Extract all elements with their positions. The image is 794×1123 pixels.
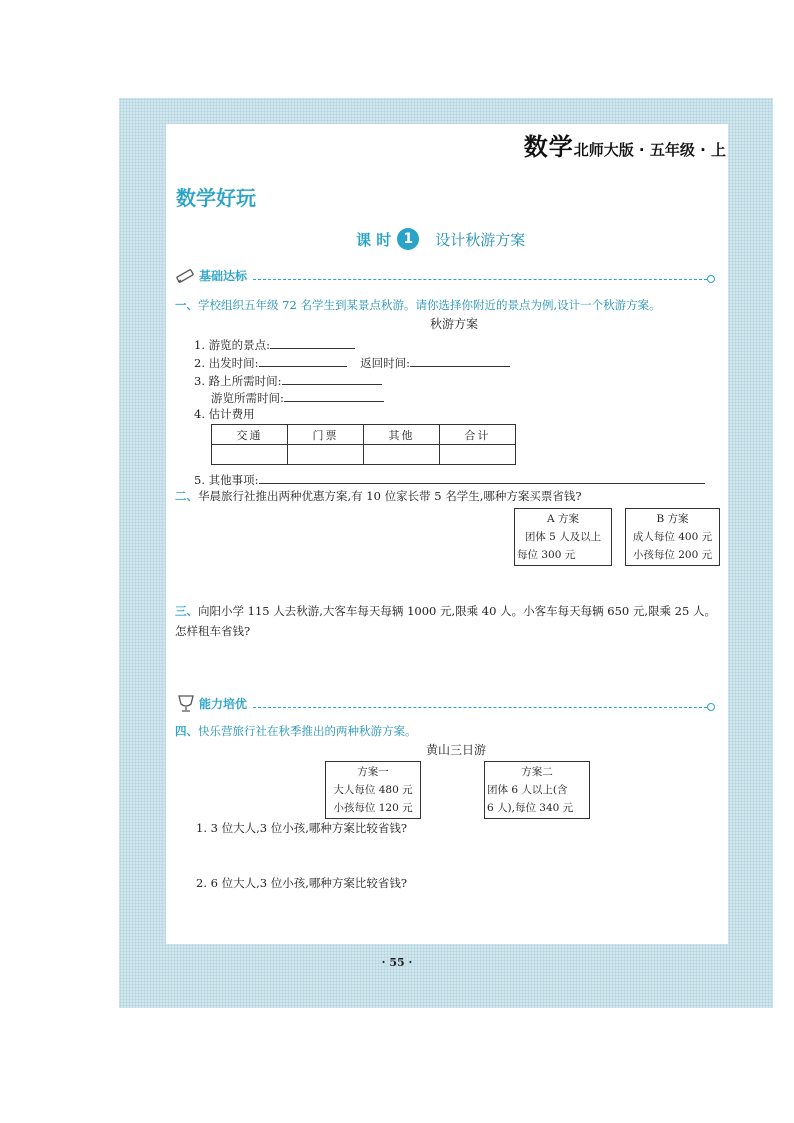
section-advanced-header [175, 694, 715, 712]
question-number: 四、 [175, 724, 198, 738]
divider-end-dot [707, 275, 715, 283]
item-3 [194, 372, 382, 389]
sub-question-1: 1. 3 位大人,3 位小孩,哪种方案比较省钱? [196, 821, 408, 835]
divider-end-dot [707, 703, 715, 711]
question-2 [175, 486, 582, 506]
question-text: 学校组织五年级 72 名学生到某景点秋游。请你选择你附近的景点为例,设计一个秋游方案。 [198, 298, 661, 312]
cost-input-cell[interactable] [288, 445, 364, 465]
item-4: 4. 估计费用 [194, 407, 255, 421]
plan-two-line: 6 人),每位 340 元 [487, 802, 574, 814]
plan-two-box [484, 761, 590, 819]
question-number: 二、 [175, 489, 198, 503]
plan-one-line: 小孩每位 120 元 [333, 802, 413, 814]
section-divider [253, 279, 707, 280]
plan-two-title: 方案二 [521, 766, 553, 778]
item-2-label: 2. 出发时间: [194, 356, 259, 370]
cost-input-cell[interactable] [212, 445, 288, 465]
plan-a-title: A 方案 [547, 513, 579, 525]
section-advanced-label: 能力培优 [199, 696, 248, 711]
chapter-title: 数学好玩 [176, 186, 256, 210]
cost-input-cell[interactable] [440, 445, 516, 465]
plan-one-line: 大人每位 480 元 [333, 784, 413, 796]
question-3 [175, 601, 720, 641]
lesson-label: 课 时 [356, 230, 392, 249]
table-row [212, 425, 516, 445]
plan-a-line: 每位 300 元 [517, 549, 576, 561]
plan-b-line: 小孩每位 200 元 [632, 549, 713, 561]
plan-one-title: 方案一 [357, 766, 389, 778]
other-notes-blank[interactable] [259, 471, 705, 484]
cost-header-cell: 合计 [440, 425, 516, 445]
section-basic-label: 基础达标 [199, 268, 248, 283]
item-2 [194, 354, 510, 371]
plan-a-line: 团体 5 人及以上 [524, 531, 602, 543]
plan-title: 秋游方案 [430, 317, 479, 331]
trophy-icon [175, 694, 197, 712]
cost-header-cell: 其他 [364, 425, 440, 445]
question-text: 华晨旅行社推出两种优惠方案,有 10 位家长带 5 名学生,哪种方案买票省钱? [198, 489, 582, 503]
question-number: 一、 [175, 298, 198, 312]
depart-time-blank[interactable] [259, 354, 347, 367]
item-3b [211, 389, 384, 406]
item-1 [194, 336, 355, 353]
section-divider [253, 707, 707, 708]
tour-time-blank[interactable] [284, 389, 384, 402]
pencil-icon [175, 266, 197, 284]
plan-a-box [514, 508, 612, 566]
plan-b-line: 成人每位 400 元 [632, 531, 713, 543]
trip-title: 黄山三日游 [426, 743, 487, 757]
header-edition: 北师大版 · 五年级 · 上 [573, 141, 726, 159]
question-number: 三、 [175, 604, 198, 618]
return-time-blank[interactable] [410, 354, 510, 367]
cost-header-cell: 交通 [212, 425, 288, 445]
sight-blank[interactable] [270, 336, 355, 349]
header-subject: 数学 [523, 133, 574, 161]
item-5-label: 5. 其他事项: [194, 473, 259, 487]
cost-table [211, 424, 516, 465]
plan-b-title: B 方案 [656, 513, 689, 525]
question-1 [175, 295, 661, 315]
item-2b-label: 返回时间: [360, 356, 411, 370]
lesson-heading [356, 228, 525, 250]
lesson-title: 设计秋游方案 [435, 230, 526, 249]
question-text: 向阳小学 115 人去秋游,大客车每天每辆 1000 元,限乘 40 人。小客车每天每辆 650 元,限乘 25 人。怎样租车省钱? [175, 604, 716, 638]
plan-one-box [325, 761, 421, 819]
item-3b-label: 游览所需时间: [211, 391, 284, 405]
cost-header-cell: 门票 [288, 425, 364, 445]
item-1-label: 1. 游览的景点: [194, 338, 271, 352]
section-basic-header [175, 266, 715, 284]
sub-question-2: 2. 6 位大人,3 位小孩,哪种方案比较省钱? [196, 876, 408, 890]
question-text: 快乐营旅行社在秋季推出的两种秋游方案。 [198, 724, 417, 738]
plan-b-box [625, 508, 720, 566]
book-header [524, 127, 726, 162]
page-number: · 55 · [381, 956, 413, 969]
item-3-label: 3. 路上所需时间: [194, 374, 282, 388]
lesson-number-badge: 1 [397, 228, 419, 250]
table-row [212, 445, 516, 465]
road-time-blank[interactable] [282, 372, 382, 385]
question-4 [175, 721, 417, 741]
plan-two-line: 团体 6 人以上(含 [487, 784, 568, 796]
cost-input-cell[interactable] [364, 445, 440, 465]
